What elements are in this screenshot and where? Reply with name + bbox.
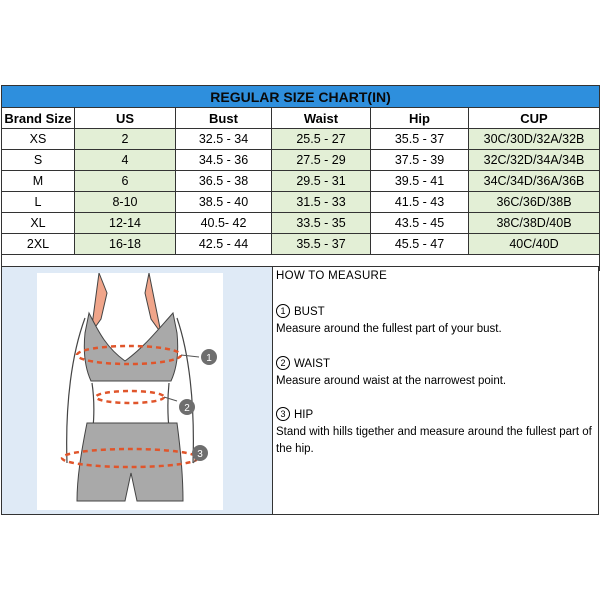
cell-hip: 37.5 - 39: [371, 150, 469, 171]
table-row: [2, 234, 600, 255]
cell-cup: 30C/30D/32A/32B: [469, 129, 600, 150]
cell-waist: 35.5 - 37: [272, 234, 371, 255]
cell-waist: 29.5 - 31: [272, 171, 371, 192]
cell-cup: 40C/40D: [469, 234, 600, 255]
hip-label: HIP: [294, 409, 314, 421]
waist-text: Measure around waist at the narrowest point.: [276, 375, 507, 387]
cell-brand: 2XL: [2, 234, 75, 255]
illustration-canvas: [37, 273, 223, 510]
marker-2: [179, 399, 195, 415]
cell-waist: 27.5 - 29: [272, 150, 371, 171]
header-waist: Waist: [272, 108, 371, 129]
marker-3: [192, 445, 208, 461]
svg-text:1: 1: [206, 353, 212, 364]
cell-brand: M: [2, 171, 75, 192]
bust-number-icon: 1: [276, 304, 290, 318]
cell-brand: L: [2, 192, 75, 213]
hip-text: Stand with hills tigether and measure around the fullest part of the hip.: [276, 426, 592, 455]
how-to-title: HOW TO MEASURE: [276, 270, 388, 282]
cell-hip: 45.5 - 47: [371, 234, 469, 255]
arm-left: [67, 318, 85, 463]
header-hip: Hip: [371, 108, 469, 129]
cell-hip: 39.5 - 41: [371, 171, 469, 192]
table-row: [2, 192, 600, 213]
waist-instruction: [276, 356, 596, 390]
hip-number-icon: 3: [276, 407, 290, 421]
table-row: [2, 213, 600, 234]
how-to-measure-text: [273, 267, 598, 514]
bust-instruction: [276, 304, 596, 338]
waist-leader: [164, 397, 177, 401]
cell-brand: XS: [2, 129, 75, 150]
cell-us: 12-14: [75, 213, 176, 234]
cell-cup: 38C/38D/40B: [469, 213, 600, 234]
cell-brand: XL: [2, 213, 75, 234]
header-bust: Bust: [176, 108, 272, 129]
cell-us: 2: [75, 129, 176, 150]
cell-cup: 36C/36D/38B: [469, 192, 600, 213]
cell-us: 8-10: [75, 192, 176, 213]
table-row: [2, 171, 600, 192]
cell-brand: S: [2, 150, 75, 171]
cell-waist: 25.5 - 27: [272, 129, 371, 150]
cell-bust: 38.5 - 40: [176, 192, 272, 213]
cell-bust: 42.5 - 44: [176, 234, 272, 255]
bust-text: Measure around the fullest part of your bust.: [276, 323, 502, 335]
cell-us: 6: [75, 171, 176, 192]
svg-text:2: 2: [184, 403, 190, 414]
cell-bust: 34.5 - 36: [176, 150, 272, 171]
cell-bust: 36.5 - 38: [176, 171, 272, 192]
header-row: [2, 108, 600, 129]
cell-waist: 31.5 - 33: [272, 192, 371, 213]
cell-us: 4: [75, 150, 176, 171]
hip-instruction: [276, 407, 596, 458]
table-row: [2, 150, 600, 171]
cell-cup: 34C/34D/36A/36B: [469, 171, 600, 192]
marker-1: [201, 349, 217, 365]
svg-text:3: 3: [197, 449, 203, 460]
header-brand-size: Brand Size: [2, 108, 75, 129]
shorts-garment: [77, 423, 183, 501]
header-cup: CUP: [469, 108, 600, 129]
cell-hip: 35.5 - 37: [371, 129, 469, 150]
table-row: [2, 129, 600, 150]
size-chart: [1, 85, 599, 271]
size-chart-table: [1, 85, 600, 271]
waist-measure-line: [96, 391, 164, 403]
header-us: US: [75, 108, 176, 129]
cell-cup: 32C/32D/34A/34B: [469, 150, 600, 171]
cell-hip: 43.5 - 45: [371, 213, 469, 234]
cell-bust: 40.5- 42: [176, 213, 272, 234]
waist-number-icon: 2: [276, 356, 290, 370]
waist-label: WAIST: [294, 358, 330, 370]
cell-hip: 41.5 - 43: [371, 192, 469, 213]
chart-title: REGULAR SIZE CHART(IN): [2, 86, 600, 108]
cell-bust: 32.5 - 34: [176, 129, 272, 150]
how-to-measure-panel: [1, 266, 599, 515]
hair-right: [145, 273, 161, 333]
measurement-illustration: [2, 267, 273, 514]
body-figure: [37, 273, 223, 510]
cell-waist: 33.5 - 35: [272, 213, 371, 234]
cell-us: 16-18: [75, 234, 176, 255]
bust-label: BUST: [294, 306, 325, 318]
bust-leader: [181, 355, 199, 357]
